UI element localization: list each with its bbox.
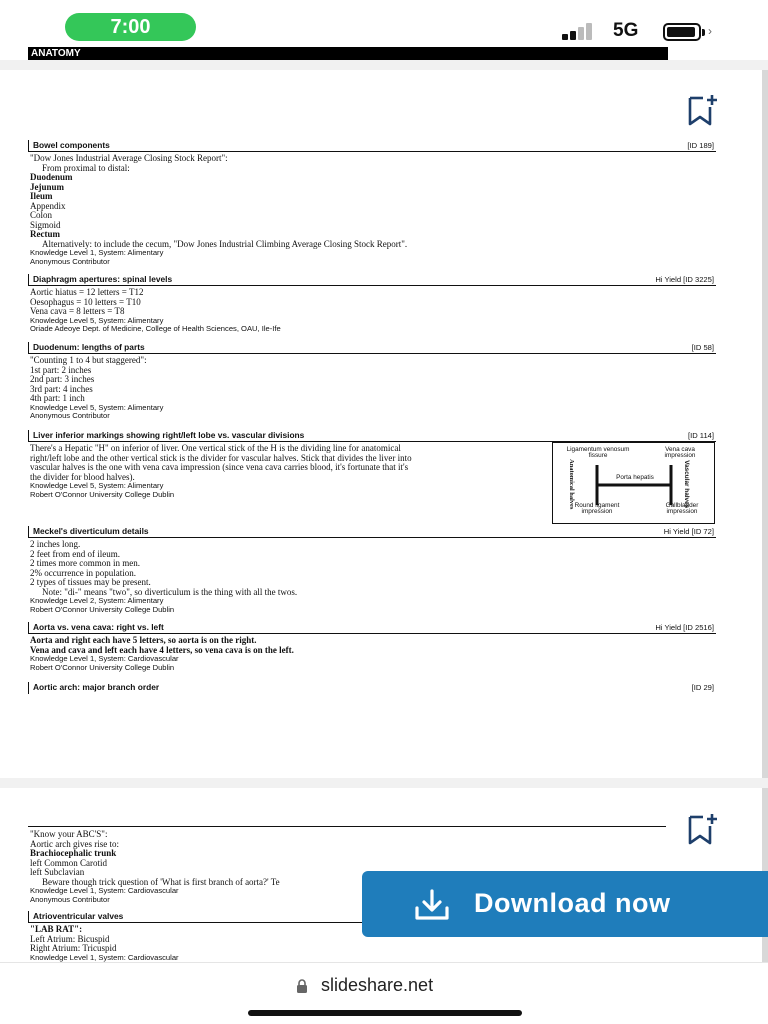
entry-line: 3rd part: 4 inches xyxy=(30,384,93,394)
page-gap xyxy=(0,778,768,788)
entry-meta-line: Anonymous Contributor xyxy=(30,257,110,266)
entry-meta-line: Oriade Adeoye Dept. of Medicine, College of Health Sciences, OAU, Ile-Ife xyxy=(30,325,281,334)
bookmark-add-icon[interactable] xyxy=(686,93,720,127)
battery-icon xyxy=(663,23,701,41)
entry-line: Duodenum xyxy=(30,173,73,182)
section-header: ANATOMY xyxy=(28,47,668,60)
entry-line: Rectum xyxy=(30,230,60,239)
entry-title: Meckel's diverticulum details Hi Yield [ID 72] xyxy=(28,526,716,538)
diagram-label-ligamentum: Ligamentum venosum fissure xyxy=(566,446,630,460)
entry-line: vascular halves is the one with vena cava impression (since vena cava carries blood, it's fortunate that it's xyxy=(30,463,409,472)
entry-line: Aortic hiatus = 12 letters = T12 xyxy=(30,288,144,297)
entry-line: Right Atrium: Tricuspid xyxy=(30,944,117,953)
entry-line: "Dow Jones Industrial Average Closing Stock Report": xyxy=(30,154,228,163)
page-edge xyxy=(762,70,768,778)
entry-duodenum-lengths xyxy=(28,342,716,421)
cellular-signal-icon xyxy=(562,22,602,40)
entry-line: Vena cava = 8 letters = T8 xyxy=(30,307,125,316)
entry-body xyxy=(28,442,548,500)
entry-body xyxy=(28,538,716,615)
entry-title: Liver inferior markings showing right/left lobe vs. vascular divisions [ID 114] xyxy=(28,430,716,442)
entry-meta-line: Robert O'Connor University College Dublin xyxy=(30,490,175,499)
diagram-label-gallbladder: Gallbladder impression xyxy=(665,502,699,516)
diagram-label-vena-cava: Vena cava impression xyxy=(664,446,696,460)
status-time: 7:00 xyxy=(65,13,196,41)
entry-line: Ileum xyxy=(30,192,53,201)
page-gap xyxy=(0,60,768,70)
diagram-label-round-ligament: Round ligament impression xyxy=(574,502,620,516)
entry-line: 2 types of tissues may be present. xyxy=(30,578,151,587)
entry-line: Beware though trick question of 'What is first branch of aorta?' Te xyxy=(42,877,280,887)
download-icon xyxy=(414,889,450,921)
entry-line: right/left lobe and the other vertical stick is the divider for vascular halves. Stick that divides the liver into xyxy=(30,453,412,463)
entry-meta-line: Anonymous Contributor xyxy=(30,412,110,421)
entry-line: Alternatively: to include the cecum, "Dow Jones Industrial Climbing Average Closing Stock Report". xyxy=(42,239,408,249)
entry-id: Hi Yield [ID 3225] xyxy=(655,275,714,284)
entry-line: 2 feet from end of ileum. xyxy=(30,549,120,559)
entry-line: There's a Hepatic "H" on inferior of liver. One vertical stick of the H is the dividing line for anatomical xyxy=(30,444,401,453)
entry-line: 4th part: 1 inch xyxy=(30,394,85,403)
entry-line: Oesophagus = 10 letters = T10 xyxy=(30,297,141,307)
entry-line: 2nd part: 3 inches xyxy=(30,375,95,384)
entry-line: "Know your ABC'S": xyxy=(30,830,108,839)
entry-meta-line: Robert O'Connor University College Dublin xyxy=(30,663,175,672)
entry-line: 2 inches long. xyxy=(30,540,81,549)
entry-meta-line: Knowledge Level 1, System: Alimentary xyxy=(30,249,164,257)
entry-line: Colon xyxy=(30,211,53,220)
entry-title: Aorta vs. vena cava: right vs. left Hi Yield [ID 2516] xyxy=(28,622,716,634)
entry-title: Duodenum: lengths of parts [ID 58] xyxy=(28,342,716,354)
entry-line: "Counting 1 to 4 but staggered": xyxy=(30,356,147,365)
entry-line: 2% occurrence in population. xyxy=(30,568,136,578)
entry-id: [ID 189] xyxy=(687,141,714,150)
entry-line: Aortic arch gives rise to: xyxy=(30,839,119,849)
diagram-label-vascular: Vascular halves xyxy=(683,460,691,509)
entry-title: Bowel components [ID 189] xyxy=(28,140,716,152)
entry-line: "LAB RAT": xyxy=(30,925,83,934)
entry-id: Hi Yield [ID 72] xyxy=(663,527,714,536)
entry-line: Appendix xyxy=(30,201,66,211)
entry-body xyxy=(28,354,716,421)
entry-body xyxy=(28,634,716,673)
entry-line: Sigmoid xyxy=(30,220,61,230)
entry-line: Aorta and right each have 5 letters, so aorta is on the right. xyxy=(30,636,257,645)
entry-line: Left Atrium: Bicuspid xyxy=(30,934,110,944)
home-indicator[interactable] xyxy=(248,1010,522,1016)
entry-line: the divider for blood halves). xyxy=(30,472,135,482)
lock-icon xyxy=(296,979,308,993)
entry-meckels-diverticulum xyxy=(28,526,716,615)
chevron-right-icon: › xyxy=(708,24,712,38)
entry-meta-line: Knowledge Level 2, System: Alimentary xyxy=(30,597,164,605)
entry-aorta-vena-cava xyxy=(28,622,716,673)
diagram-label-porta: Porta hepatis xyxy=(616,474,654,481)
browser-url-bar[interactable] xyxy=(0,962,768,1024)
entry-meta-line: Knowledge Level 5, System: Alimentary xyxy=(30,403,164,412)
entry-meta-line: Knowledge Level 5, System: Alimentary xyxy=(30,482,164,490)
entry-id: [ID 114] xyxy=(687,431,714,440)
entry-meta-line: Anonymous Contributor xyxy=(30,895,110,904)
entry-line: 1st part: 2 inches xyxy=(30,365,92,375)
entry-aortic-arch xyxy=(28,682,716,694)
entry-meta-line: Knowledge Level 1, System: Cardiovascular xyxy=(30,655,179,663)
entry-line: Vena and cava and left each have 4 letters, so vena cava is on the left. xyxy=(30,645,294,655)
download-now-button[interactable] xyxy=(362,871,768,937)
diagram-label-anatomical: Anatomical halves xyxy=(568,459,576,510)
entry-id: Hi Yield [ID 2516] xyxy=(655,623,714,632)
entry-title: Diaphragm apertures: spinal levels Hi Yield [ID 3225] xyxy=(28,274,716,286)
download-now-label: Download now xyxy=(474,888,671,918)
entry-bowel-components xyxy=(28,140,716,267)
entry-meta-line: Knowledge Level 1, System: Cardiovascular xyxy=(30,953,179,962)
entry-meta-line: Robert O'Connor University College Dublin xyxy=(30,605,175,614)
entry-line: Brachiocephalic trunk xyxy=(30,849,117,858)
entry-line: left Common Carotid xyxy=(30,858,107,868)
entry-line: left Subclavian xyxy=(30,868,85,877)
entry-diaphragm-apertures xyxy=(28,274,716,334)
entry-line: 2 times more common in men. xyxy=(30,559,140,568)
network-type: 5G xyxy=(613,20,639,41)
url-domain[interactable]: slideshare.net xyxy=(321,975,434,995)
entry-line: Note: "di-" means "two", so diverticulum is the thing with all the twos. xyxy=(42,587,298,597)
entry-title: Aortic arch: major branch order [ID 29] xyxy=(28,682,716,694)
entry-id: [ID 58] xyxy=(691,343,714,352)
entry-meta-line: Knowledge Level 5, System: Alimentary xyxy=(30,316,164,325)
divider xyxy=(28,826,666,827)
entry-line: Jejunum xyxy=(30,182,65,192)
entry-meta-line: Knowledge Level 1, System: Cardiovascular xyxy=(30,887,179,895)
entry-line: From proximal to distal: xyxy=(42,163,130,173)
entry-body xyxy=(28,152,716,267)
entry-id: [ID 29] xyxy=(691,683,714,692)
entry-title: Atrioventricular valves xyxy=(28,911,716,923)
entry-body xyxy=(28,286,716,334)
liver-h-diagram xyxy=(552,442,715,524)
